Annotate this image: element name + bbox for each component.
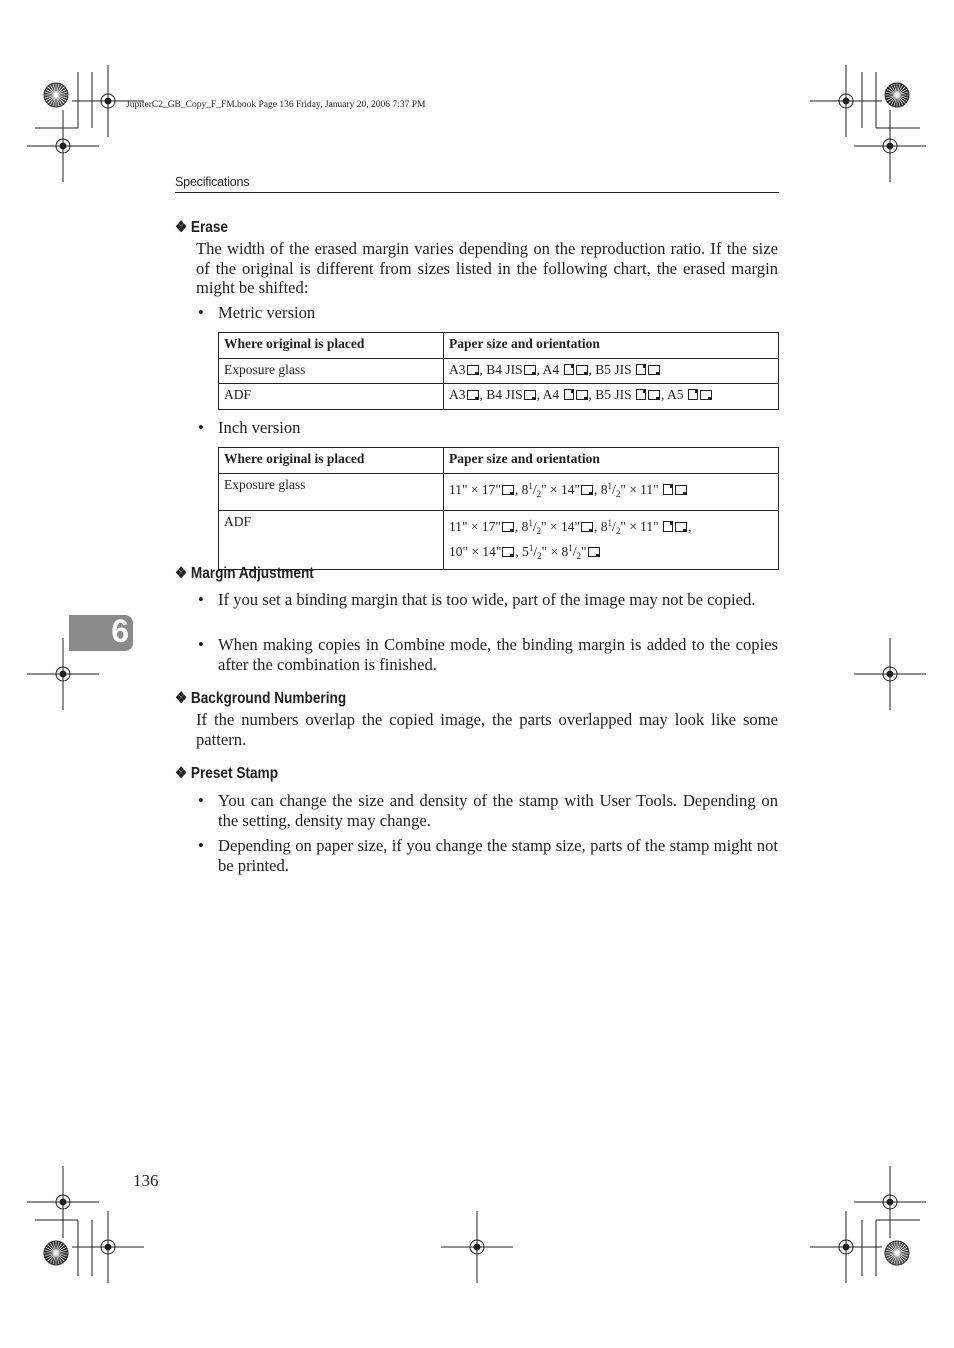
- landscape-icon: [588, 547, 600, 557]
- section-heading-erase: ❖ Erase: [175, 219, 229, 236]
- column-header: Paper size and orientation: [444, 448, 779, 474]
- diamond-bullet-icon: ❖: [175, 219, 188, 236]
- landscape-icon: [502, 547, 514, 557]
- chapter-number: 6: [111, 613, 129, 649]
- portrait-icon: [663, 521, 673, 532]
- crosshair-registration-icon: [854, 110, 926, 182]
- column-header: Where original is placed: [219, 448, 444, 474]
- crosshair-registration-icon: [72, 1211, 144, 1283]
- portrait-icon: [564, 364, 574, 375]
- background-numbering-text: If the numbers overlap the copied image, the parts overlapped may look like some pattern.: [196, 710, 778, 749]
- section-heading-background-numbering: ❖ Background Numbering: [175, 690, 347, 707]
- table-row: Exposure glass A3 , B4 JIS , A4 , B5 JIS: [219, 358, 779, 384]
- crosshair-registration-icon: [854, 1166, 926, 1238]
- landscape-icon: [524, 390, 536, 400]
- column-header: Where original is placed: [219, 333, 444, 359]
- crosshair-registration-icon: [810, 65, 882, 137]
- diamond-bullet-icon: ❖: [175, 565, 188, 582]
- landscape-icon: [467, 365, 479, 375]
- table-row: ADF A3 , B4 JIS , A4 , B5 JIS , A5: [219, 384, 779, 410]
- crosshair-registration-icon: [441, 1211, 513, 1283]
- running-head: Specifications: [175, 175, 250, 189]
- portrait-icon: [688, 389, 698, 400]
- landscape-icon: [467, 390, 479, 400]
- table-header-row: [219, 448, 779, 474]
- crosshair-registration-icon: [810, 1211, 882, 1283]
- landscape-icon: [675, 522, 687, 532]
- landscape-icon: [524, 365, 536, 375]
- table-row: Exposure glass 11" × 17" , $8^1/_2$" × 14" , $8^1/_2$" × 11": [219, 473, 779, 511]
- landscape-icon: [675, 485, 687, 495]
- portrait-icon: [636, 364, 646, 375]
- section-heading-margin-adjustment: ❖ Margin Adjustment: [175, 565, 314, 582]
- page-number: 136: [133, 1171, 159, 1190]
- crosshair-registration-icon: [27, 110, 99, 182]
- crosshair-registration-icon: [854, 638, 926, 710]
- metric-version-label: • Metric version: [198, 303, 316, 322]
- portrait-icon: [663, 484, 673, 495]
- landscape-icon: [581, 485, 593, 495]
- table-header-row: [219, 333, 779, 359]
- book-info: JupiterC2_GB_Copy_F_FM.book Page 136 Friday, January 20, 2006 7:37 PM: [126, 100, 426, 110]
- table-row: ADF 11" × 17" , $8^1/_2$" × 14" , $8^1/_2$" × 11" , 10" × 14" , $5^1/_2$" × $8^1/_2$": [219, 511, 779, 570]
- landscape-icon: [581, 522, 593, 532]
- section-heading-preset-stamp: ❖ Preset Stamp: [175, 765, 279, 782]
- crosshair-registration-icon: [27, 1166, 99, 1238]
- landscape-icon: [648, 390, 660, 400]
- list-item: • Depending on paper size, if you change the stamp size, parts of the stamp might not be printed.: [198, 836, 778, 875]
- metric-table: [218, 332, 779, 410]
- landscape-icon: [700, 390, 712, 400]
- landscape-icon: [502, 485, 514, 495]
- portrait-icon: [636, 389, 646, 400]
- inch-table: [218, 447, 779, 570]
- landscape-icon: [576, 390, 588, 400]
- erase-text: The width of the erased margin varies depending on the reproduction ratio. If the size of the original is different from sizes listed in the following chart, the erased margin might be shifted:: [196, 239, 778, 297]
- header-rule: [175, 192, 779, 193]
- list-item: • You can change the size and density of the stamp with User Tools. Depending on the setting, density may change.: [198, 791, 778, 830]
- list-item: • When making copies in Combine mode, the binding margin is added to the copies after the combination is finished.: [198, 635, 778, 674]
- landscape-icon: [502, 522, 514, 532]
- inch-version-label: • Inch version: [198, 418, 301, 437]
- column-header: Paper size and orientation: [444, 333, 779, 359]
- list-item: • If you set a binding margin that is too wide, part of the image may not be copied.: [198, 590, 756, 609]
- diamond-bullet-icon: ❖: [175, 765, 188, 782]
- diamond-bullet-icon: ❖: [175, 690, 188, 707]
- portrait-icon: [564, 389, 574, 400]
- landscape-icon: [576, 365, 588, 375]
- landscape-icon: [648, 365, 660, 375]
